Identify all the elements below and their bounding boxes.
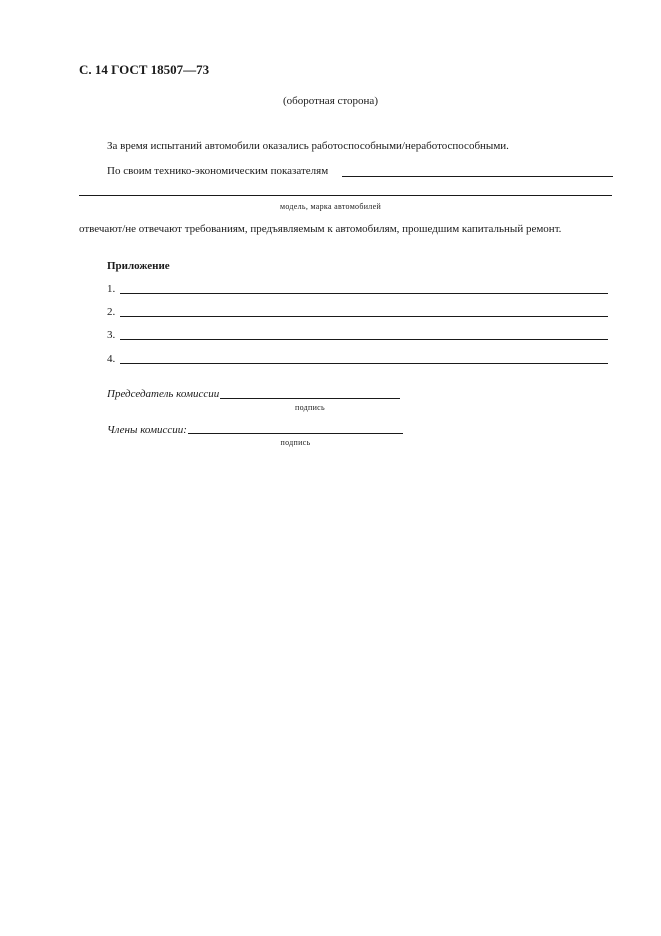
- appendix-item-line: [120, 316, 608, 317]
- paragraph-operability: За время испытаний автомобили оказались работоспособными/неработоспособными.: [107, 140, 509, 152]
- fill-line-model: [79, 195, 612, 196]
- paragraph-indicators: По своим технико-экономическим показателям: [107, 165, 329, 177]
- appendix-item-number: 4.: [107, 353, 116, 365]
- page-subtitle: (оборотная сторона): [283, 95, 378, 107]
- members-label: Члены комиссии:: [107, 424, 187, 436]
- appendix-item-number: 1.: [107, 283, 116, 295]
- chairman-signature-caption: подпись: [295, 403, 325, 412]
- members-signature-line: [188, 433, 403, 434]
- appendix-item-number: 3.: [107, 329, 116, 341]
- appendix-item-line: [120, 339, 608, 340]
- chairman-label: Председатель комиссии: [107, 388, 220, 400]
- page-header: С. 14 ГОСТ 18507—73: [79, 62, 210, 77]
- members-signature-caption: подпись: [280, 438, 311, 447]
- chairman-signature-line: [220, 398, 400, 399]
- paragraph-compliance: отвечают/не отвечают требованиям, предъявляемым к автомобилям, прошедшим капитальный ремонт.: [79, 223, 562, 235]
- appendix-item-number: 2.: [107, 306, 116, 318]
- caption-model: модель, марка автомобилей: [279, 202, 382, 211]
- fill-line-indicators: [342, 176, 613, 177]
- appendix-title: Приложение: [107, 260, 170, 272]
- appendix-item-line: [120, 293, 608, 294]
- appendix-item-line: [120, 363, 608, 364]
